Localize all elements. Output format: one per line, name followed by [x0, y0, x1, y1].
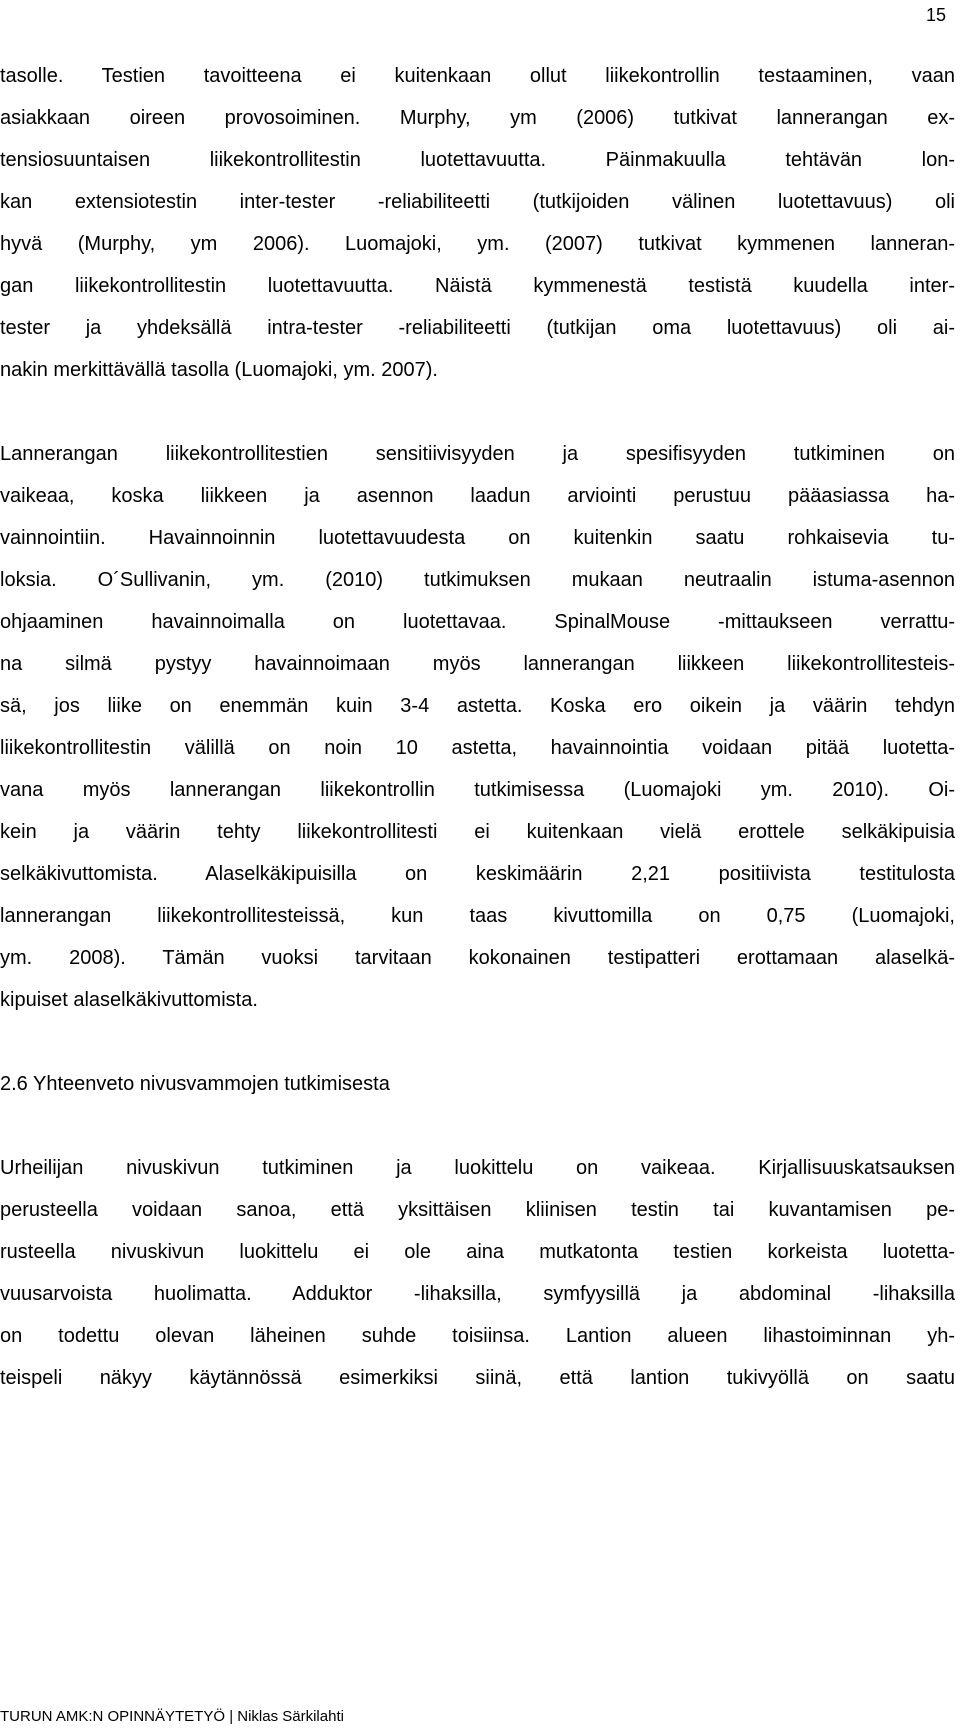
page-content	[0, 55, 955, 1399]
text-line: kan extensiotestin inter-tester -reliabiliteetti (tutkijoiden välinen luotettavuus) oli	[0, 191, 955, 213]
paragraph-gap	[0, 1021, 955, 1063]
paragraph-2	[0, 433, 955, 1021]
text-line: ohjaaminen havainnoimalla on luotettavaa. SpinalMouse -mittaukseen verrattu-	[0, 611, 955, 633]
text-line: vana myös lannerangan liikekontrollin tutkimisessa (Luomajoki ym. 2010). Oi-	[0, 779, 955, 801]
text-line: kein ja väärin tehty liikekontrollitesti ei kuitenkaan vielä erottele selkäkipuisia	[0, 821, 955, 843]
paragraph-gap	[0, 391, 955, 433]
text-line: tensiosuuntaisen liikekontrollitestin luotettavuutta. Päinmakuulla tehtävän lon-	[0, 149, 955, 171]
text-line: vaikeaa, koska liikkeen ja asennon laadun arviointi perustuu pääasiassa ha-	[0, 485, 955, 507]
text-line: Urheilijan nivuskivun tutkiminen ja luokittelu on vaikeaa. Kirjallisuuskatsauksen	[0, 1157, 955, 1179]
text-line: selkäkivuttomista. Alaselkäkipuisilla on keskimäärin 2,21 positiivista testitulosta	[0, 863, 955, 885]
paragraph-1	[0, 55, 955, 391]
text-line: gan liikekontrollitestin luotettavuutta. Näistä kymmenestä testistä kuudella inter-	[0, 275, 955, 297]
page-number: 15	[925, 5, 946, 25]
section-heading-block	[0, 1063, 955, 1105]
text-line: sä, jos liike on enemmän kuin 3-4 astetta. Koska ero oikein ja väärin tehdyn	[0, 695, 955, 717]
text-line: vuusarvoista huolimatta. Adduktor -lihaksilla, symfyysillä ja abdominal -lihaksilla	[0, 1283, 955, 1305]
paragraph-3	[0, 1147, 955, 1399]
text-line: tasolle. Testien tavoitteena ei kuitenkaan ollut liikekontrollin testaaminen, vaan	[0, 65, 955, 87]
text-line: tester ja yhdeksällä intra-tester -reliabiliteetti (tutkijan oma luotettavuus) oli ai-	[0, 317, 955, 339]
text-line: liikekontrollitestin välillä on noin 10 astetta, havainnointia voidaan pitää luotetta-	[0, 737, 955, 759]
text-line: hyvä (Murphy, ym 2006). Luomajoki, ym. (2007) tutkivat kymmenen lanneran-	[0, 233, 955, 255]
text-line: Lannerangan liikekontrollitestien sensitiivisyyden ja spesifisyyden tutkiminen on	[0, 443, 955, 465]
text-line: asiakkaan oireen provosoiminen. Murphy, ym (2006) tutkivat lannerangan ex-	[0, 107, 955, 129]
text-line: loksia. O´Sullivanin, ym. (2010) tutkimuksen mukaan neutraalin istuma-asennon	[0, 569, 955, 591]
text-line: teispeli näkyy käytännössä esimerkiksi siinä, että lantion tukivyöllä on saatu	[0, 1367, 955, 1389]
text-line: na silmä pystyy havainnoimaan myös lannerangan liikkeen liikekontrollitesteis-	[0, 653, 955, 675]
text-line: lannerangan liikekontrollitesteissä, kun taas kivuttomilla on 0,75 (Luomajoki,	[0, 905, 955, 927]
text-line: kipuiset alaselkäkivuttomista.	[0, 989, 258, 1011]
text-line: perusteella voidaan sanoa, että yksittäisen kliinisen testin tai kuvantamisen pe-	[0, 1199, 955, 1221]
page-footer: TURUN AMK:N OPINNÄYTETYÖ | Niklas Särkilahti	[0, 1708, 344, 1725]
text-line: ym. 2008). Tämän vuoksi tarvitaan kokonainen testipatteri erottamaan alaselkä-	[0, 947, 955, 969]
paragraph-gap	[0, 1105, 955, 1147]
text-line: nakin merkittävällä tasolla (Luomajoki, ym. 2007).	[0, 359, 438, 381]
text-line: rusteella nivuskivun luokittelu ei ole aina mutkatonta testien korkeista luotetta-	[0, 1241, 955, 1263]
text-line: on todettu olevan läheinen suhde toisiinsa. Lantion alueen lihastoiminnan yh-	[0, 1325, 955, 1347]
text-line: vainnointiin. Havainnoinnin luotettavuudesta on kuitenkin saatu rohkaisevia tu-	[0, 527, 955, 549]
section-heading: 2.6 Yhteenveto nivusvammojen tutkimisesta	[0, 1073, 390, 1095]
